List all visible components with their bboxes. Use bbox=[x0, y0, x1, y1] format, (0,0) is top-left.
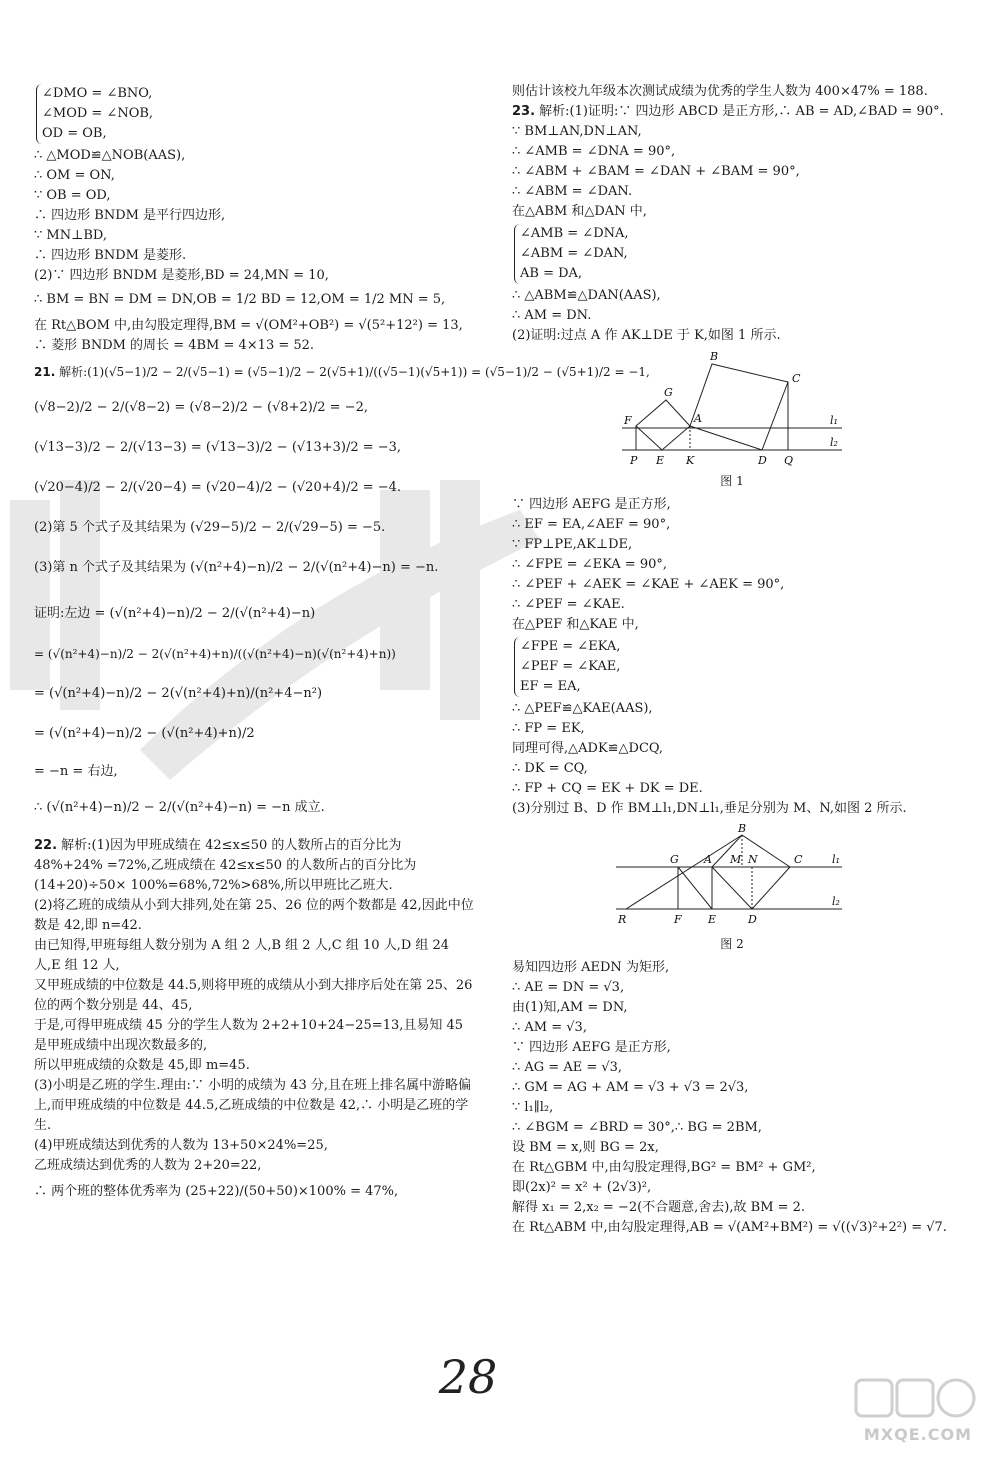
text-line: ∴ 菱形 BNDM 的周长 = 4BM = 4×13 = 52. bbox=[34, 338, 315, 353]
text-line: (4)甲班成绩达到优秀的人数为 13+50×24%=25, bbox=[34, 1138, 328, 1153]
text-line: ∴ EF = EA,∠AEF = 90°, bbox=[512, 517, 671, 532]
text-line: 由(1)知,AM = DN, bbox=[512, 1000, 628, 1015]
text-line: 解析:(1)因为甲班成绩在 42≤x≤50 的人数所占的百分比为 48%+24% =72%,乙班成绩在 42≤x≤50 的人数所占的百分比为(14+20)÷50× 100%=68%,72%>68%,所以甲班比乙班大. bbox=[34, 838, 417, 893]
text-line: ∴ FP = EK, bbox=[512, 721, 585, 736]
figure-caption: 图 1 bbox=[720, 474, 744, 488]
text-line: ∵ l₁∥l₂, bbox=[512, 1100, 554, 1115]
text-line: (2)∵ 四边形 BNDM 是菱形,BD = 24,MN = 10, bbox=[34, 268, 329, 283]
watermark-site: MXQE.COM bbox=[863, 1425, 972, 1444]
text-line: ∵ BM⊥AN,DN⊥AN, bbox=[512, 124, 642, 139]
text-line: ∠DMO = ∠BNO, bbox=[42, 86, 153, 101]
text-line: (3)分别过 B、D 作 BM⊥l₁,DN⊥l₁,垂足分别为 M、N,如图 2 所示. bbox=[512, 801, 907, 816]
text-line: (2)证明:过点 A 作 AK⊥DE 于 K,如图 1 所示. bbox=[512, 328, 781, 343]
text-line: ∴ ∠BGM = ∠BRD = 30°,∴ BG = 2BM, bbox=[512, 1120, 762, 1135]
text-line: ∠PEF = ∠KAE, bbox=[520, 659, 621, 674]
handwritten-page-number: 28 bbox=[438, 1350, 498, 1404]
text-line: 解得 x₁ = 2,x₂ = −2(不合题意,舍去),故 BM = 2. bbox=[512, 1200, 806, 1215]
label-l2: l₂ bbox=[830, 436, 838, 449]
label-E: E bbox=[656, 454, 665, 467]
text-line: 解析:(1)证明:∵ 四边形 ABCD 是正方形,∴ AB = AD,∠BAD = 90°. bbox=[539, 104, 944, 119]
text-line: ∴ 四边形 BNDM 是菱形. bbox=[34, 248, 187, 263]
question-number: 22. bbox=[34, 838, 58, 853]
text-line: ∠FPE = ∠EKA, bbox=[520, 639, 621, 654]
text-line: 又甲班成绩的中位数是 44.5,则将甲班的成绩从小到大排序后处在第 25、26 位的两个数分别是 44、45, bbox=[34, 978, 473, 1013]
figure-1 bbox=[512, 350, 952, 489]
text-line: ∠ABM = ∠DAN, bbox=[520, 246, 628, 261]
text-line: ∴ ∠PEF + ∠AEK = ∠KAE + ∠AEK = 90°, bbox=[512, 577, 785, 592]
label-B: B bbox=[738, 823, 747, 835]
text-line: ∴ (√(n²+4)−n)/2 − 2/(√(n²+4)−n) = −n 成立. bbox=[34, 800, 325, 815]
question-22 bbox=[34, 836, 474, 1202]
text-line: ∴ ∠FPE = ∠EKA = 90°, bbox=[512, 557, 667, 572]
label-l1: l₁ bbox=[830, 414, 838, 427]
label-l1: l₁ bbox=[832, 853, 840, 866]
text-line: ∴ OM = ON, bbox=[34, 168, 115, 183]
text-line: (2)第 5 个式子及其结果为 (√29−5)/2 − 2/(√29−5) = −5. bbox=[34, 520, 386, 535]
text-line: (√20−4)/2 − 2/(√20−4) = (√20−4)/2 − (√20+4)/2 = −4. bbox=[34, 480, 402, 495]
label-F: F bbox=[674, 913, 682, 926]
text-line: ∴ AM = √3, bbox=[512, 1020, 587, 1035]
label-G: G bbox=[670, 853, 679, 866]
text-line: = (√(n²+4)−n)/2 − 2(√(n²+4)+n)/((√(n²+4)−n)(√(n²+4)+n)) bbox=[34, 647, 396, 661]
figure-2 bbox=[512, 823, 952, 952]
figure-caption: 图 2 bbox=[720, 937, 744, 951]
text-line: 证明:左边 = (√(n²+4)−n)/2 − 2/(√(n²+4)−n) bbox=[34, 606, 316, 621]
text-line: 于是,可得甲班成绩 45 分的学生人数为 2+2+10+24−25=13,且易知 45 是甲班成绩中出现次数最多的, bbox=[34, 1018, 464, 1053]
text-line: 由已知得,甲班每组人数分别为 A 组 2 人,B 组 2 人,C 组 10 人,D 组 24 人,E 组 12 人, bbox=[34, 938, 450, 973]
label-l2: l₂ bbox=[832, 895, 840, 908]
congruence-conditions-mod-nob bbox=[36, 84, 474, 144]
label-K: K bbox=[686, 454, 695, 467]
label-B: B bbox=[710, 350, 719, 363]
text-line: ∴ GM = AG + AM = √3 + √3 = 2√3, bbox=[512, 1080, 749, 1095]
label-P: P bbox=[630, 454, 638, 467]
text-line: 在 Rt△ABM 中,由勾股定理得,AB = √(AM²+BM²) = √((√3)²+2²) = √7. bbox=[512, 1220, 947, 1235]
label-F: F bbox=[624, 414, 632, 427]
label-N: N bbox=[748, 853, 758, 866]
text-line: AB = DA, bbox=[520, 266, 583, 281]
text-line: ∴ AE = DN = √3, bbox=[512, 980, 625, 995]
text-line: ∵ 四边形 AEFG 是正方形, bbox=[512, 497, 671, 512]
text-line: ∵ OB = OD, bbox=[34, 188, 111, 203]
label-A: A bbox=[694, 412, 702, 425]
label-A: A bbox=[704, 853, 712, 866]
geometry-diagram-1 bbox=[612, 350, 852, 470]
text-line: OD = OB, bbox=[42, 126, 107, 141]
watermark-logo bbox=[854, 1376, 976, 1420]
label-E: E bbox=[708, 913, 717, 926]
text-line: 解析:(1)(√5−1)/2 − 2/(√5−1) = (√5−1)/2 − 2(√5+1)/((√5−1)(√5+1)) = (√5−1)/2 − (√5+1)/2 = −1, bbox=[59, 365, 650, 379]
text-line: ∴ ∠ABM = ∠DAN. bbox=[512, 184, 633, 199]
text-line: 乙班成绩达到优秀的人数为 2+20=22, bbox=[34, 1158, 262, 1173]
text-line: ∴ 四边形 BNDM 是平行四边形, bbox=[34, 208, 226, 223]
text-line: ∠MOD = ∠NOB, bbox=[42, 106, 154, 121]
label-C: C bbox=[792, 372, 801, 385]
congruence-conditions-pef-kae bbox=[514, 637, 952, 697]
label-D: D bbox=[758, 454, 767, 467]
text-line: 则估计该校九年级本次测试成绩为优秀的学生人数为 400×47% = 188. bbox=[512, 84, 928, 99]
text-line: ∴ ∠PEF = ∠KAE. bbox=[512, 597, 625, 612]
text-line: = −n = 右边, bbox=[34, 764, 118, 779]
text-line: ∴ DK = CQ, bbox=[512, 761, 588, 776]
label-M: M bbox=[730, 853, 742, 866]
text-line: ∵ FP⊥PE,AK⊥DE, bbox=[512, 537, 633, 552]
text-line: ∠AMB = ∠DNA, bbox=[520, 226, 629, 241]
label-Q: Q bbox=[784, 454, 794, 467]
question-number: 23. bbox=[512, 104, 536, 119]
text-line: ∴ 两个班的整体优秀率为 (25+22)/(50+50)×100% = 47%, bbox=[34, 1184, 399, 1199]
text-line: ∴ ∠ABM + ∠BAM = ∠DAN + ∠BAM = 90°, bbox=[512, 164, 800, 179]
text-line: ∴ △ABM≌△DAN(AAS), bbox=[512, 288, 661, 303]
text-line: ∴ AM = DN. bbox=[512, 308, 592, 323]
text-line: ∴ BM = BN = DM = DN,OB = 1/2 BD = 12,OM = 1/2 MN = 5, bbox=[34, 292, 446, 307]
text-line: EF = EA, bbox=[520, 679, 581, 694]
text-line: ∵ 四边形 AEFG 是正方形, bbox=[512, 1040, 671, 1055]
text-line: ∴ △PEF≌△KAE(AAS), bbox=[512, 701, 653, 716]
text-line: 在△PEF 和△KAE 中, bbox=[512, 617, 639, 632]
text-line: (3)小明是乙班的学生.理由:∵ 小明的成绩为 43 分,且在班上排名属中游略偏上,而甲班成绩的中位数是 44.5,乙班成绩的中位数是 42,∴ 小明是乙班的学生. bbox=[34, 1078, 471, 1133]
text-line: ∴ ∠AMB = ∠DNA = 90°, bbox=[512, 144, 676, 159]
text-line: 同理可得,△ADK≌△DCQ, bbox=[512, 741, 664, 756]
text-line: ∵ MN⊥BD, bbox=[34, 228, 107, 243]
congruence-conditions-abm-dan bbox=[514, 224, 952, 284]
label-R: R bbox=[618, 913, 627, 926]
text-line: (√13−3)/2 − 2/(√13−3) = (√13−3)/2 − (√13+3)/2 = −3, bbox=[34, 440, 402, 455]
geometry-diagram-2 bbox=[612, 823, 852, 933]
watermark bbox=[860, 1380, 990, 1460]
question-number: 21. bbox=[34, 365, 56, 379]
text-line: 设 BM = x,则 BG = 2x, bbox=[512, 1140, 659, 1155]
text-line: 即(2x)² = x² + (2√3)², bbox=[512, 1180, 652, 1195]
label-D: D bbox=[748, 913, 757, 926]
text-line: 在 Rt△BOM 中,由勾股定理得,BM = √(OM²+OB²) = √(5²+12²) = 13, bbox=[34, 318, 463, 333]
right-column bbox=[512, 82, 952, 1238]
text-line: ∴ AG = AE = √3, bbox=[512, 1060, 623, 1075]
label-G: G bbox=[664, 386, 673, 399]
text-line: 所以甲班成绩的众数是 45,即 m=45. bbox=[34, 1058, 250, 1073]
text-line: = (√(n²+4)−n)/2 − 2(√(n²+4)+n)/(n²+4−n²) bbox=[34, 686, 323, 701]
text-line: 在 Rt△GBM 中,由勾股定理得,BG² = BM² + GM², bbox=[512, 1160, 816, 1175]
label-C: C bbox=[794, 853, 803, 866]
text-line: (3)第 n 个式子及其结果为 (√(n²+4)−n)/2 − 2/(√(n²+4)−n) = −n. bbox=[34, 560, 439, 575]
text-line: ∴ △MOD≌△NOB(AAS), bbox=[34, 148, 186, 163]
text-line: 在△ABM 和△DAN 中, bbox=[512, 204, 647, 219]
text-line: (√8−2)/2 − 2/(√8−2) = (√8−2)/2 − (√8+2)/2 = −2, bbox=[34, 400, 368, 415]
text-line: = (√(n²+4)−n)/2 − (√(n²+4)+n)/2 bbox=[34, 726, 255, 741]
text-line: (2)将乙班的成绩从小到大排列,处在第 25、26 位的两个数都是 42,因此中位数是 42,即 n=42. bbox=[34, 898, 474, 933]
text-line: 易知四边形 AEDN 为矩形, bbox=[512, 960, 670, 975]
text-line: ∴ FP + CQ = EK + DK = DE. bbox=[512, 781, 703, 796]
